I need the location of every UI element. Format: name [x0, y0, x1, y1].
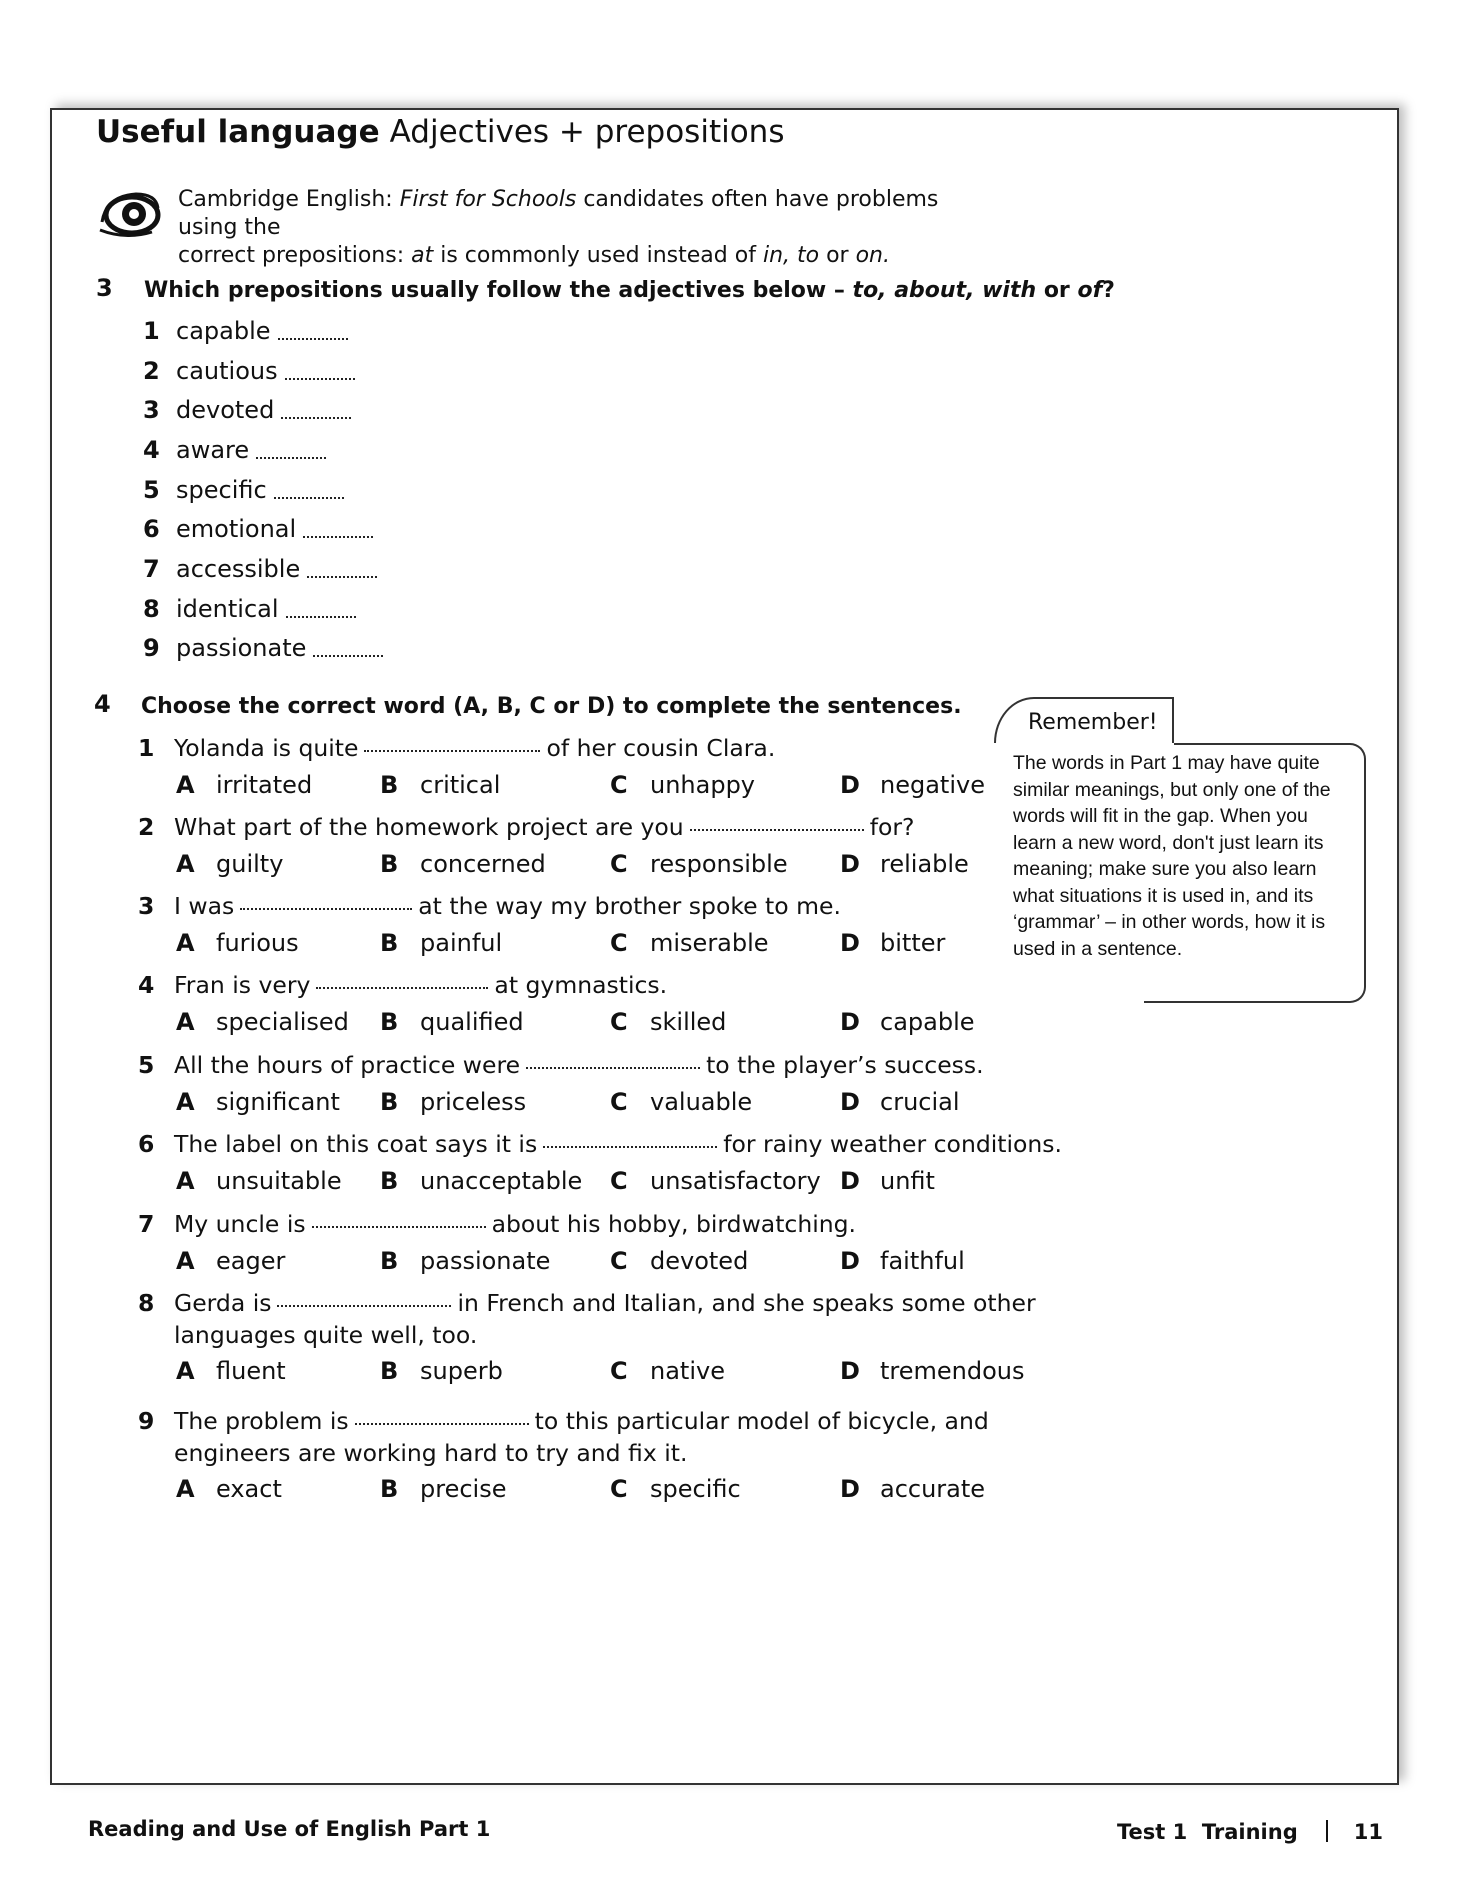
section-heading: [96, 114, 784, 150]
option-word: unacceptable: [420, 1167, 583, 1195]
remember-text: The words in Part 1 may have quite similar meanings, but only one of the words will fit in the gap. When you learn a new word, don't just learn its meaning; make sure you also learn what situations it is used in, and its ‘grammar’ – in other words, how it is used in a sentence.: [1013, 752, 1331, 960]
answer-gap[interactable]: [364, 750, 540, 752]
option-word: valuable: [650, 1088, 753, 1116]
option-d[interactable]: [840, 929, 945, 957]
options-row: [176, 929, 996, 961]
heading-bold: Useful language: [96, 114, 380, 150]
option-letter: B: [380, 1475, 399, 1503]
option-letter: D: [840, 771, 860, 799]
option-b[interactable]: [380, 1475, 506, 1503]
option-word: unsatisfactory: [650, 1167, 821, 1195]
option-b[interactable]: [380, 1357, 503, 1385]
options-row: [176, 1247, 996, 1279]
option-word: superb: [420, 1357, 503, 1385]
list-item: 5 specific: [143, 470, 383, 510]
option-letter: A: [176, 850, 195, 878]
option-word: significant: [216, 1088, 340, 1116]
option-word: responsible: [650, 850, 788, 878]
question-text-before: What part of the homework project are you: [174, 813, 684, 841]
question-text-after: in French and Italian, and she speaks some other: [457, 1289, 1036, 1317]
option-d[interactable]: [840, 850, 969, 878]
option-b[interactable]: [380, 850, 546, 878]
option-letter: D: [840, 1088, 860, 1116]
option-b[interactable]: [380, 1088, 526, 1116]
option-word: precise: [420, 1475, 507, 1503]
list-item: 3 devoted: [143, 390, 383, 430]
option-word: crucial: [880, 1088, 960, 1116]
option-word: tremendous: [880, 1357, 1025, 1385]
option-letter: D: [840, 1008, 860, 1036]
options-row: [176, 1167, 996, 1199]
answer-gap[interactable]: [277, 1305, 451, 1307]
option-letter: C: [610, 1475, 628, 1503]
answer-gap[interactable]: [281, 417, 351, 419]
options-row: [176, 1008, 996, 1040]
option-word: unfit: [880, 1167, 935, 1195]
answer-gap[interactable]: [543, 1146, 717, 1148]
question-text-after: for rainy weather conditions.: [723, 1130, 1063, 1158]
exercise-4-instruction: Choose the correct word (A, B, C or D) to complete the sentences.: [141, 694, 962, 719]
question-text-after: about his hobby, birdwatching.: [491, 1210, 857, 1238]
option-letter: B: [380, 1008, 399, 1036]
answer-gap[interactable]: [313, 655, 383, 657]
option-word: capable: [880, 1008, 975, 1036]
remember-title: Remember!: [994, 697, 1174, 743]
option-letter: C: [610, 1357, 628, 1385]
option-word: painful: [420, 929, 503, 957]
option-d[interactable]: [840, 1475, 985, 1503]
question-text: [174, 811, 914, 843]
list-item: 8 identical: [143, 589, 383, 629]
option-c[interactable]: [610, 929, 769, 957]
question-number: 7: [138, 1210, 155, 1238]
exercise-3-number: 3: [96, 274, 113, 302]
question-text: [174, 1287, 1036, 1351]
question-text-before: The problem is: [174, 1407, 349, 1435]
option-letter: A: [176, 1167, 195, 1195]
option-a[interactable]: [176, 850, 283, 878]
question-text-line2: languages quite well, too.: [174, 1321, 478, 1349]
option-word: exact: [216, 1475, 282, 1503]
list-item: 6 emotional: [143, 509, 383, 549]
option-c[interactable]: [610, 850, 788, 878]
option-word: priceless: [420, 1088, 527, 1116]
option-word: bitter: [880, 929, 946, 957]
question-text-before: Yolanda is quite: [174, 734, 359, 762]
option-letter: B: [380, 771, 399, 799]
option-c[interactable]: [610, 771, 755, 799]
option-letter: C: [610, 771, 628, 799]
option-letter: A: [176, 1008, 195, 1036]
option-word: native: [650, 1357, 725, 1385]
answer-gap[interactable]: [316, 987, 488, 989]
option-a[interactable]: [176, 1475, 282, 1503]
question-text: [174, 1049, 984, 1081]
option-d[interactable]: [840, 1088, 960, 1116]
answer-gap[interactable]: [274, 497, 344, 499]
option-letter: B: [380, 929, 399, 957]
exercise-3-list: [143, 311, 383, 668]
option-c[interactable]: [610, 1167, 821, 1195]
question-text-before: All the hours of practice were: [174, 1051, 521, 1079]
question-text: [174, 1128, 1062, 1160]
option-b[interactable]: [380, 771, 500, 799]
question-number: 4: [138, 971, 155, 999]
option-letter: A: [176, 1357, 195, 1385]
options-row: [176, 1357, 1025, 1389]
question-text-before: I was: [174, 892, 235, 920]
question-text: [174, 890, 841, 922]
option-letter: A: [176, 771, 195, 799]
exercise-3-instruction: Which prepositions usually follow the adjectives below – to, about, with or of?: [144, 278, 1115, 303]
page-number: 11: [1353, 1820, 1383, 1844]
exercise-4-number: 4: [94, 690, 111, 718]
question-text-before: The label on this coat says it is: [174, 1130, 538, 1158]
question-text-after: at the way my brother spoke to me.: [418, 892, 841, 920]
question-text: [174, 1405, 989, 1469]
option-a[interactable]: [176, 1008, 349, 1036]
option-word: specialised: [216, 1008, 349, 1036]
option-c[interactable]: [610, 1088, 752, 1116]
option-b[interactable]: [380, 1167, 582, 1195]
option-c[interactable]: [610, 1357, 725, 1385]
options-row: [176, 1475, 996, 1507]
eye-icon: [96, 188, 164, 242]
answer-gap[interactable]: [303, 536, 373, 538]
option-letter: B: [380, 1247, 399, 1275]
option-letter: A: [176, 1247, 195, 1275]
list-item: 1 capable: [143, 311, 383, 351]
list-item: 7 accessible: [143, 549, 383, 589]
option-word: faithful: [880, 1247, 965, 1275]
list-item: 9 passionate: [143, 629, 383, 669]
option-letter: B: [380, 850, 399, 878]
option-letter: D: [840, 1247, 860, 1275]
option-letter: C: [610, 1167, 628, 1195]
answer-gap[interactable]: [526, 1067, 700, 1069]
option-word: unhappy: [650, 771, 756, 799]
option-word: negative: [880, 771, 985, 799]
option-letter: D: [840, 850, 860, 878]
option-word: specific: [650, 1475, 741, 1503]
footer-section-label: Reading and Use of English Part 1: [88, 1817, 491, 1841]
answer-gap[interactable]: [312, 1226, 486, 1228]
option-a[interactable]: [176, 1088, 340, 1116]
option-letter: C: [610, 850, 628, 878]
option-letter: D: [840, 1357, 860, 1385]
question-text: [174, 732, 775, 764]
question-number: 5: [138, 1051, 155, 1079]
option-c[interactable]: [610, 1247, 748, 1275]
question-text-before: Gerda is: [174, 1289, 272, 1317]
option-a[interactable]: [176, 929, 299, 957]
option-word: devoted: [650, 1247, 749, 1275]
option-letter: B: [380, 1167, 399, 1195]
option-letter: A: [176, 929, 195, 957]
option-word: eager: [216, 1247, 286, 1275]
question-text-before: Fran is very: [174, 971, 311, 999]
question-number: 1: [138, 734, 155, 762]
option-letter: D: [840, 1475, 860, 1503]
option-letter: A: [176, 1475, 195, 1503]
option-d[interactable]: [840, 1357, 1025, 1385]
list-item: 4 aware: [143, 430, 383, 470]
option-word: passionate: [420, 1247, 551, 1275]
option-a[interactable]: [176, 1247, 285, 1275]
answer-gap[interactable]: [240, 908, 412, 910]
answer-gap[interactable]: [256, 457, 326, 459]
footer-separator: [1326, 1820, 1328, 1842]
options-row: [176, 771, 996, 803]
option-letter: B: [380, 1357, 399, 1385]
question-text: [174, 969, 667, 1001]
footer-test-label: Test 1 Training: [1117, 1820, 1298, 1844]
option-d[interactable]: [840, 1247, 965, 1275]
options-row: [176, 1088, 996, 1120]
option-word: fluent: [216, 1357, 286, 1385]
option-letter: C: [610, 1088, 628, 1116]
option-b[interactable]: [380, 1247, 550, 1275]
option-word: furious: [216, 929, 299, 957]
option-letter: A: [176, 1088, 195, 1116]
option-word: qualified: [420, 1008, 524, 1036]
tip-text: Cambridge English: First for Schools candidates often have problems using the correct prepositions: at is commonly used instead of in, to or on.: [178, 187, 939, 268]
option-a[interactable]: [176, 1167, 342, 1195]
option-a[interactable]: [176, 1357, 286, 1385]
option-b[interactable]: [380, 929, 502, 957]
answer-gap[interactable]: [278, 338, 348, 340]
question-text-after: at gymnastics.: [494, 971, 668, 999]
option-word: irritated: [216, 771, 313, 799]
list-item: 2 cautious: [143, 351, 383, 391]
question-text-line2: engineers are working hard to try and fix it.: [174, 1439, 688, 1467]
option-letter: B: [380, 1088, 399, 1116]
option-d[interactable]: [840, 1008, 975, 1036]
heading-subtitle: Adjectives + prepositions: [389, 114, 785, 150]
answer-gap[interactable]: [690, 829, 864, 831]
option-word: reliable: [880, 850, 969, 878]
option-d[interactable]: [840, 1167, 935, 1195]
question-number: 9: [138, 1407, 155, 1435]
option-letter: C: [610, 1008, 628, 1036]
option-c[interactable]: [610, 1475, 741, 1503]
question-number: 8: [138, 1289, 155, 1317]
question-text: [174, 1208, 856, 1240]
option-letter: D: [840, 1167, 860, 1195]
option-letter: C: [610, 1247, 628, 1275]
question-number: 3: [138, 892, 155, 920]
option-word: skilled: [650, 1008, 727, 1036]
question-text-after: to the player’s success.: [706, 1051, 984, 1079]
option-word: critical: [420, 771, 501, 799]
answer-gap[interactable]: [355, 1423, 529, 1425]
question-text-before: My uncle is: [174, 1210, 306, 1238]
answer-gap[interactable]: [286, 616, 356, 618]
remember-box-divider: [994, 998, 1144, 1004]
question-text-after: of her cousin Clara.: [546, 734, 776, 762]
answer-gap[interactable]: [307, 576, 377, 578]
question-text-after: to this particular model of bicycle, and: [534, 1407, 989, 1435]
option-word: accurate: [880, 1475, 986, 1503]
option-a[interactable]: [176, 771, 312, 799]
question-text-after: for?: [869, 813, 915, 841]
option-word: unsuitable: [216, 1167, 342, 1195]
option-b[interactable]: [380, 1008, 524, 1036]
footer-page-info: [1117, 1820, 1383, 1844]
option-c[interactable]: [610, 1008, 726, 1036]
option-word: concerned: [420, 850, 546, 878]
option-letter: D: [840, 929, 860, 957]
answer-gap[interactable]: [285, 378, 355, 380]
question-number: 6: [138, 1130, 155, 1158]
option-word: guilty: [216, 850, 284, 878]
option-d[interactable]: [840, 771, 985, 799]
option-word: miserable: [650, 929, 769, 957]
question-number: 2: [138, 813, 155, 841]
option-letter: C: [610, 929, 628, 957]
options-row: [176, 850, 996, 882]
